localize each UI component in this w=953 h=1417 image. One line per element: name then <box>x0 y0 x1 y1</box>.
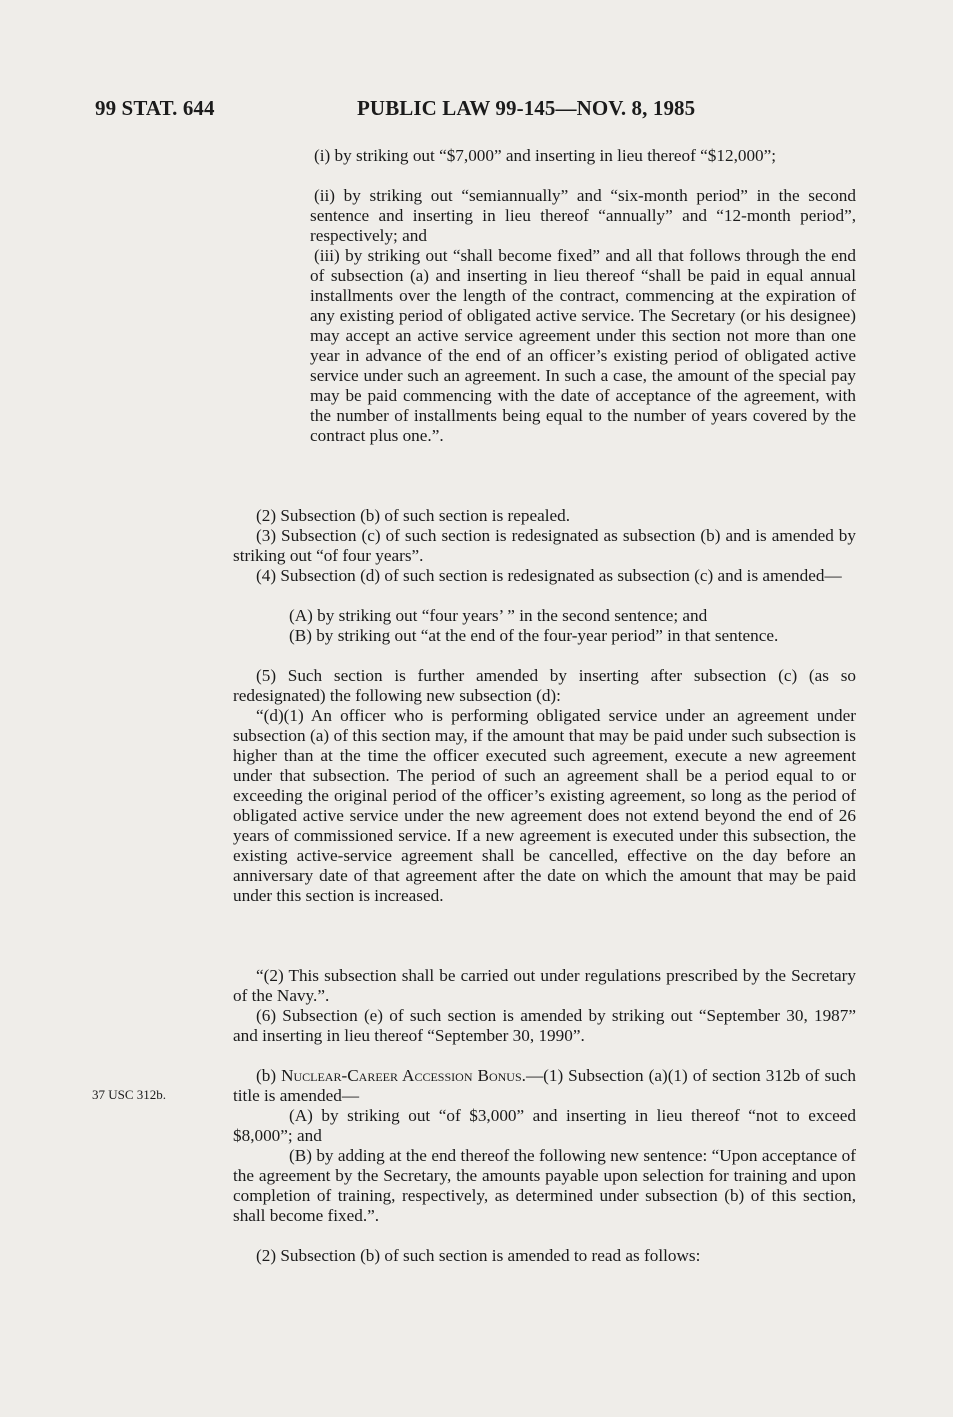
subsection-b-nuclear-career-accession-bonus <box>233 1066 856 1106</box>
new-subsection-d-2: “(2) This subsection shall be carried out under regulations prescribed by the Secretary of the Navy.”. <box>233 966 856 1005</box>
clause-ii: (ii) by striking out “semiannually” and “six-month period” in the second sentence and inserting in lieu thereof “annually” and “12-month period”, respectively; and <box>310 186 856 245</box>
paragraph-b2: (2) Subsection (b) of such section is amended to read as follows: <box>256 1246 701 1265</box>
subsection-b-label: (b) <box>256 1066 282 1085</box>
subparagraph-4-A: (A) by striking out “four years’ ” in the second sentence; and <box>289 606 708 625</box>
paragraph-5: (5) Such section is further amended by inserting after subsection (c) (as so redesignated) the following new subsection (d): <box>233 666 856 705</box>
paragraph-2-repealed: (2) Subsection (b) of such section is repealed. <box>256 506 571 525</box>
paragraph-4: (4) Subsection (d) of such section is redesignated as subsection (c) and is amended— <box>256 566 842 585</box>
subsection-b-heading: Nuclear-Career Accession Bonus. <box>281 1066 526 1085</box>
page-title: PUBLIC LAW 99-145—NOV. 8, 1985 <box>357 96 696 120</box>
subparagraph-4-B: (B) by striking out “at the end of the four-year period” in that sentence. <box>289 626 779 645</box>
clause-iii: (iii) by striking out “shall become fixed” and all that follows through the end of subsection (a) and inserting in lieu thereof “shall be paid in equal annual installments over the length of the contract, commencing at the expiration of any existing period of obligated active service. The Secretary (or his designee) may accept an active service agreement under this section not more than one year in advance of the end of an officer’s existing period of obligated active service under such an agreement. In such a case, the amount of the special pay may be paid commencing with the date of acceptance of the agreement, with the number of installments being equal to the number of years covered by the contract plus one.”. <box>310 246 856 445</box>
subparagraph-b1-B: (B) by adding at the end thereof the following new sentence: “Upon acceptance of the agreement by the Secretary, the amounts payable upon selection for training and upon completion of training, respectively, as determined under subsection (b) of this section, shall become fixed.”. <box>233 1146 856 1225</box>
page-citation: 99 STAT. 644 <box>95 96 215 120</box>
subparagraph-b1-A: (A) by striking out “of $3,000” and inserting in lieu thereof “not to exceed $8,000”; and <box>233 1106 856 1145</box>
new-subsection-d-1: “(d)(1) An officer who is performing obligated service under an agreement under subsection (a) of this section may, if the amount that may be paid under such subsection is higher than at the time the officer executed such agreement, execute a new agreement under that subsection. The period of such an agreement shall be a period equal to or exceeding the original period of the officer’s existing agreement, so long as the period of obligated active service under the new agreement does not extend beyond the end of 26 years of commissioned service. If a new agreement is executed under this subsection, the existing active-service agreement shall be cancelled, effective on the day before an anniversary date of that agreement after the date on which the amount that may be paid under this section is increased. <box>233 706 856 905</box>
margin-citation-37-usc-312b: 37 USC 312b. <box>92 1087 167 1102</box>
subsection-b-text: —(1) Subsection (a)(1) of section 312b of such title is amended— <box>233 1066 856 1105</box>
clause-i: (i) by striking out “$7,000” and inserting in lieu thereof “$12,000”; <box>314 146 777 165</box>
paragraph-3: (3) Subsection (c) of such section is redesignated as subsection (b) and is amended by striking out “of four years”. <box>233 526 856 565</box>
paragraph-6: (6) Subsection (e) of such section is amended by striking out “September 30, 1987” and inserting in lieu thereof “September 30, 1990”. <box>233 1006 856 1045</box>
